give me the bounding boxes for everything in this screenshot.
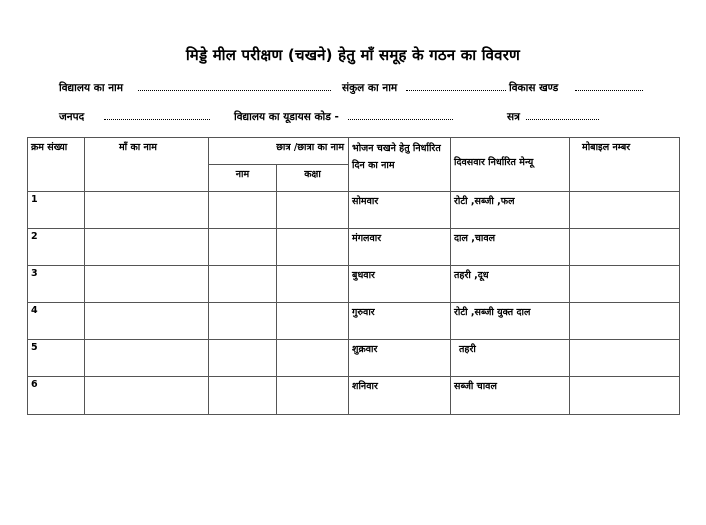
mother-name-cell[interactable] — [85, 340, 209, 377]
cluster-name-field[interactable] — [406, 90, 506, 91]
day-cell: मंगलवार — [349, 229, 451, 266]
student-name-cell[interactable] — [209, 377, 277, 415]
table-row — [28, 192, 680, 229]
school-name-field[interactable] — [138, 90, 331, 91]
udise-label: विद्यालय का यूडायस कोड - — [234, 111, 339, 123]
info-row-school — [0, 81, 706, 97]
district-label: जनपद — [59, 111, 85, 123]
mobile-cell[interactable] — [570, 229, 680, 266]
header-menu: दिवसवार निर्धारित मेन्यू — [451, 138, 570, 192]
session-label: सत्र — [507, 111, 520, 123]
session-field[interactable] — [526, 119, 599, 120]
table-row — [28, 340, 680, 377]
student-name-cell[interactable] — [209, 340, 277, 377]
header-tasting-day: भोजन चखने हेतु निर्धारित दिन का नाम — [349, 138, 451, 192]
student-name-cell[interactable] — [209, 192, 277, 229]
menu-cell: तहरी ,दूध — [451, 266, 570, 303]
district-field[interactable] — [104, 119, 210, 120]
mother-name-cell[interactable] — [85, 229, 209, 266]
class-cell[interactable] — [277, 192, 349, 229]
mother-name-cell[interactable] — [85, 377, 209, 415]
class-cell[interactable] — [277, 229, 349, 266]
mother-group-table — [27, 137, 680, 415]
class-cell[interactable] — [277, 266, 349, 303]
udise-field[interactable] — [348, 119, 453, 120]
mother-name-cell[interactable] — [85, 303, 209, 340]
serial-cell: 1 — [28, 192, 85, 229]
school-name-label: विद्यालय का नाम — [59, 82, 124, 94]
serial-cell: 3 — [28, 266, 85, 303]
class-cell[interactable] — [277, 303, 349, 340]
table-row — [28, 303, 680, 340]
mobile-cell[interactable] — [570, 266, 680, 303]
info-row-district — [0, 110, 706, 126]
form-title: मिड्डे मील परीक्षण (चखने) हेतु माँ समूह के गठन का विवरण — [185, 46, 521, 64]
serial-cell: 6 — [28, 377, 85, 415]
table-header-row — [28, 138, 680, 165]
serial-cell: 5 — [28, 340, 85, 377]
class-cell[interactable] — [277, 340, 349, 377]
mobile-cell[interactable] — [570, 340, 680, 377]
block-field[interactable] — [575, 90, 643, 91]
menu-cell: तहरी — [451, 340, 570, 377]
student-name-cell[interactable] — [209, 266, 277, 303]
menu-cell: रोटी ,सब्जी युक्त दाल — [451, 303, 570, 340]
header-mobile: मोबाइल नम्बर — [570, 138, 680, 192]
menu-cell: सब्जी चावल — [451, 377, 570, 415]
menu-cell: रोटी ,सब्जी ,फल — [451, 192, 570, 229]
day-cell: सोमवार — [349, 192, 451, 229]
student-name-cell[interactable] — [209, 303, 277, 340]
table-row — [28, 266, 680, 303]
mother-name-cell[interactable] — [85, 266, 209, 303]
class-cell[interactable] — [277, 377, 349, 415]
serial-cell: 2 — [28, 229, 85, 266]
block-label: विकास खण्ड — [509, 82, 559, 94]
day-cell: बुधवार — [349, 266, 451, 303]
day-cell: शुक्रवार — [349, 340, 451, 377]
header-class: कक्षा — [277, 165, 349, 192]
header-mother-name: माँ का नाम — [85, 138, 209, 192]
header-student-name-group: छात्र /छात्रा का नाम — [209, 138, 349, 165]
header-serial: क्रम संख्या — [28, 138, 85, 192]
mobile-cell[interactable] — [570, 377, 680, 415]
day-cell: गुरुवार — [349, 303, 451, 340]
header-name: नाम — [209, 165, 277, 192]
table-row — [28, 229, 680, 266]
cluster-name-label: संकुल का नाम — [342, 82, 398, 94]
mobile-cell[interactable] — [570, 303, 680, 340]
menu-cell: दाल ,चावल — [451, 229, 570, 266]
serial-cell: 4 — [28, 303, 85, 340]
mobile-cell[interactable] — [570, 192, 680, 229]
student-name-cell[interactable] — [209, 229, 277, 266]
mother-name-cell[interactable] — [85, 192, 209, 229]
table-row — [28, 377, 680, 415]
day-cell: शनिवार — [349, 377, 451, 415]
